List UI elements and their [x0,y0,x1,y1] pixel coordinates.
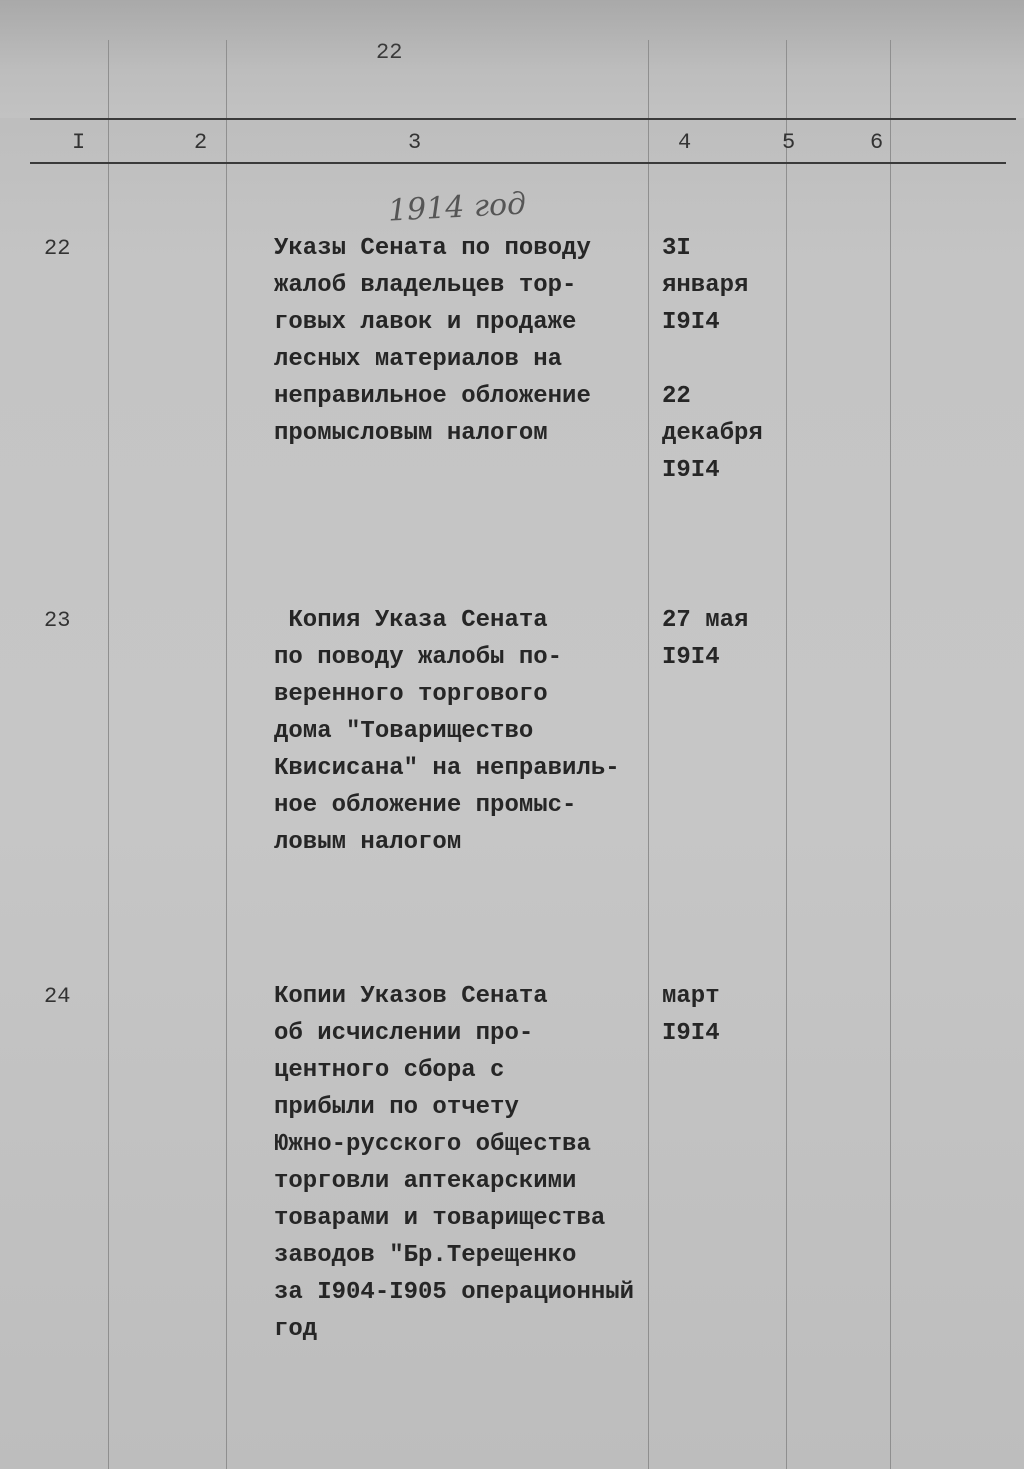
column-number: 3 [408,130,422,155]
entry-description: Копии Указов Сената об исчислении про- центного сбора с прибыли по отчету Южно-русского общества торговли аптекарскими товарами и товарищества заводов "Бр.Терещенко за I904-I905 операционный год [274,983,635,1343]
column-divider [786,40,787,1469]
entry-number: 22 [44,236,71,261]
entry-number: 24 [44,984,71,1009]
column-number: 6 [870,130,884,155]
entry-description: Указы Сената по поводу жалоб владельцев тор- говых лавок и продаже лесных материалов на неправильное обложение промысловым налогом [274,235,591,447]
entry-number: 23 [44,608,71,633]
header-rule-bottom [30,162,1006,164]
column-number: 4 [678,130,692,155]
column-divider [226,40,227,1469]
entry-dates: 27 мая I9I4 [662,607,749,671]
entry-dates: 3I января I9I4 22 декабря I9I4 [662,235,763,484]
column-number: 5 [782,130,796,155]
column-divider [108,40,109,1469]
previous-sheet-fold [0,0,1024,118]
column-divider [890,40,891,1469]
entry-description: Копия Указа Сената по поводу жалобы по- веренного торгового дома "Товарищество Квисисана" на неправиль- ное обложение промыс- ловым налогом [274,607,620,856]
handwritten-year-note: 1914 год [387,186,527,229]
page-number: 22 [376,40,403,65]
column-number: I [72,130,86,155]
entry-dates: март I9I4 [662,983,720,1047]
header-rule-top [30,118,1016,120]
column-number: 2 [194,130,208,155]
